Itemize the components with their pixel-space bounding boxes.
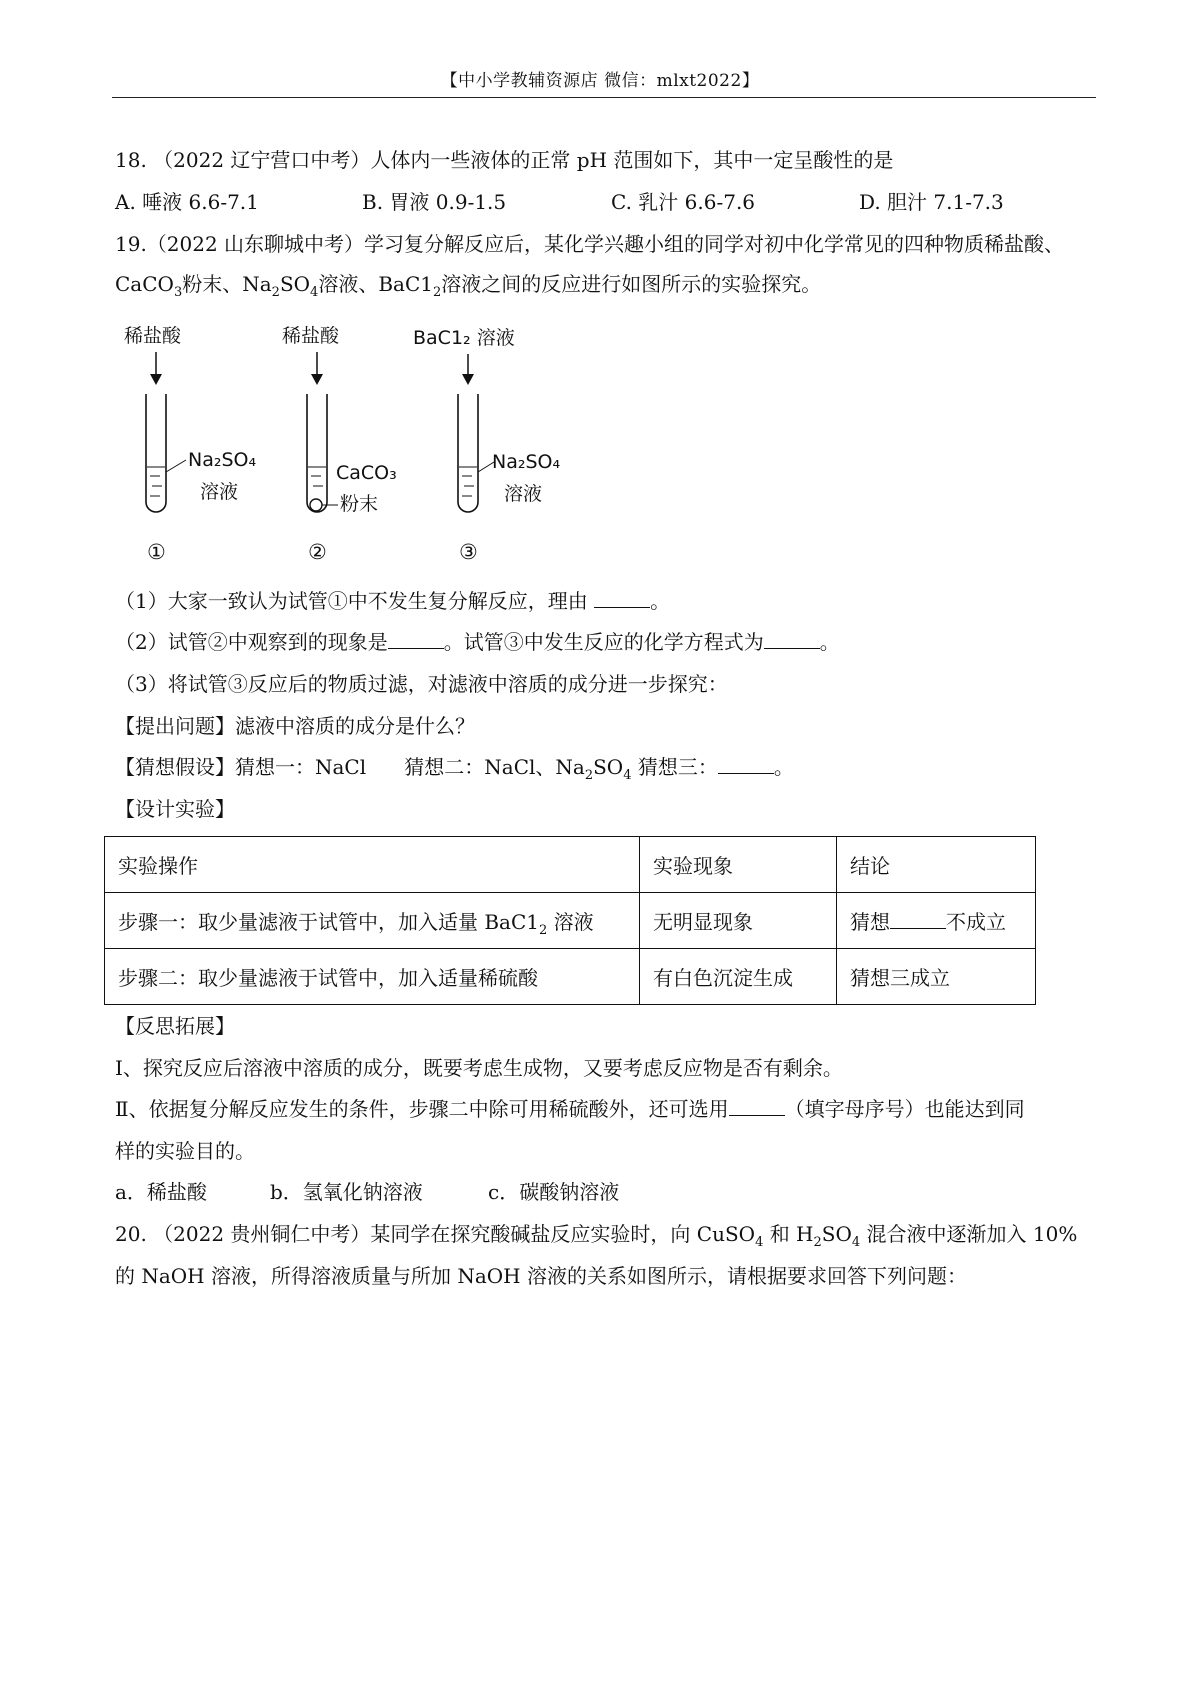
answer-blank <box>388 630 444 649</box>
q18-option-d: D. 胆汁 7.1-7.3 <box>859 190 1004 214</box>
q18-stem: 18. （2022 辽宁营口中考）人体内一些液体的正常 pH 范围如下，其中一定呈酸性的是 <box>115 148 894 172</box>
header-divider <box>112 97 1096 98</box>
test-tube-1 <box>124 325 256 564</box>
q19-hypothesis: 【猜想假设】猜想一：NaCl 猜想二：NaCl、$Na_2SO_4$ 猜想三： 。 <box>115 755 794 783</box>
tube1-content-solution: 溶液 <box>200 481 239 503</box>
q19-reflection-2-cont: 样的实验目的。 <box>115 1139 255 1163</box>
experiment-table <box>104 836 1036 1005</box>
table-cell-conclusion: 猜想三成立 <box>837 949 1036 1005</box>
answer-blank <box>718 755 774 774</box>
tube2-reagent-label: 稀盐酸 <box>282 325 340 347</box>
table-cell-operation: 步骤二：取少量滤液于试管中，加入适量稀硫酸 <box>105 949 640 1005</box>
q19-choice-a: a．稀盐酸 <box>115 1180 207 1204</box>
test-tube-3 <box>413 327 560 564</box>
table-row <box>105 893 1036 949</box>
tube1-reagent-label: 稀盐酸 <box>124 325 182 347</box>
q19-reflection-2: Ⅱ、依据复分解反应发生的条件，步骤二中除可用稀硫酸外，还可选用 （填字母序号）也能达到同 <box>115 1097 1025 1121</box>
table-cell-conclusion: 猜想 不成立 <box>837 893 1036 949</box>
answer-blank <box>890 910 946 929</box>
answer-blank <box>729 1097 785 1116</box>
table-cell-phenomenon: 有白色沉淀生成 <box>640 949 837 1005</box>
q19-stem-line2: CaCO$_3$粉末、$Na_2SO_4$溶液、$BaC1_2$溶液之间的反应进行如图所示的实验探究。 <box>115 272 822 300</box>
q19-part2: （2）试管②中观察到的现象是 。试管③中发生反应的化学方程式为 。 <box>115 630 840 654</box>
q18-option-b: B. 胃液 0.9-1.5 <box>362 190 507 214</box>
table-header-cell: 结论 <box>837 837 1036 893</box>
q19-choice-c: c．碳酸钠溶液 <box>488 1180 620 1204</box>
q19-question-heading: 【提出问题】滤液中溶质的成分是什么？ <box>115 714 475 738</box>
table-cell-phenomenon: 无明显现象 <box>640 893 837 949</box>
tube2-number: ② <box>308 540 327 564</box>
q19-design-heading: 【设计实验】 <box>115 797 235 821</box>
table-cell-operation: 步骤一：取少量滤液于试管中，加入适量 $BaC1_2$ 溶液 <box>105 893 640 949</box>
answer-blank <box>764 630 820 649</box>
q19-choice-b: b．氢氧化钠溶液 <box>270 1180 423 1204</box>
q20-stem-line2: 的 NaOH 溶液，所得溶液质量与所加 NaOH 溶液的关系如图所示，请根据要求回答下列问题： <box>115 1264 967 1288</box>
q18-option-a: A. 唾液 6.6-7.1 <box>115 190 259 214</box>
q19-part1: （1）大家一致认为试管①中不发生复分解反应，理由 。 <box>115 589 671 613</box>
table-header-cell: 实验操作 <box>105 837 640 893</box>
tube2-content-formula: CaCO₃ <box>336 462 397 484</box>
answer-blank <box>594 589 650 608</box>
tube3-content-formula: Na₂SO₄ <box>492 451 561 473</box>
table-header-row <box>105 837 1036 893</box>
q19-reflection-heading: 【反思拓展】 <box>115 1014 235 1038</box>
tube1-number: ① <box>147 540 166 564</box>
q19-stem-line1: 19.（2022 山东聊城中考）学习复分解反应后，某化学兴趣小组的同学对初中化学常见的四种物质稀盐酸、 <box>115 232 1065 256</box>
test-tube-figure <box>110 312 580 572</box>
q18-option-c: C. 乳汁 6.6-7.6 <box>611 190 756 214</box>
tube1-content-formula: Na₂SO₄ <box>188 449 257 471</box>
tube3-reagent-label: BaC1₂ 溶液 <box>413 327 515 349</box>
tube3-content-solution: 溶液 <box>504 483 543 505</box>
table-header-cell: 实验现象 <box>640 837 837 893</box>
page-header: 【中小学教辅资源店 微信：mlxt2022】 <box>440 71 760 91</box>
table-row <box>105 949 1036 1005</box>
q19-reflection-1: I、探究反应后溶液中溶质的成分，既要考虑生成物，又要考虑反应物是否有剩余。 <box>115 1056 843 1080</box>
test-tube-2 <box>282 325 397 564</box>
tube3-number: ③ <box>459 540 478 564</box>
q19-part3: （3）将试管③反应后的物质过滤，对滤液中溶质的成分进一步探究： <box>115 672 728 696</box>
tube2-content-powder: 粉末 <box>340 493 379 515</box>
q20-stem-line1: 20. （2022 贵州铜仁中考）某同学在探究酸碱盐反应实验时，向 CuSO$_4$ 和 $H_2SO_4$ 混合液中逐渐加入 10% <box>115 1222 1078 1250</box>
